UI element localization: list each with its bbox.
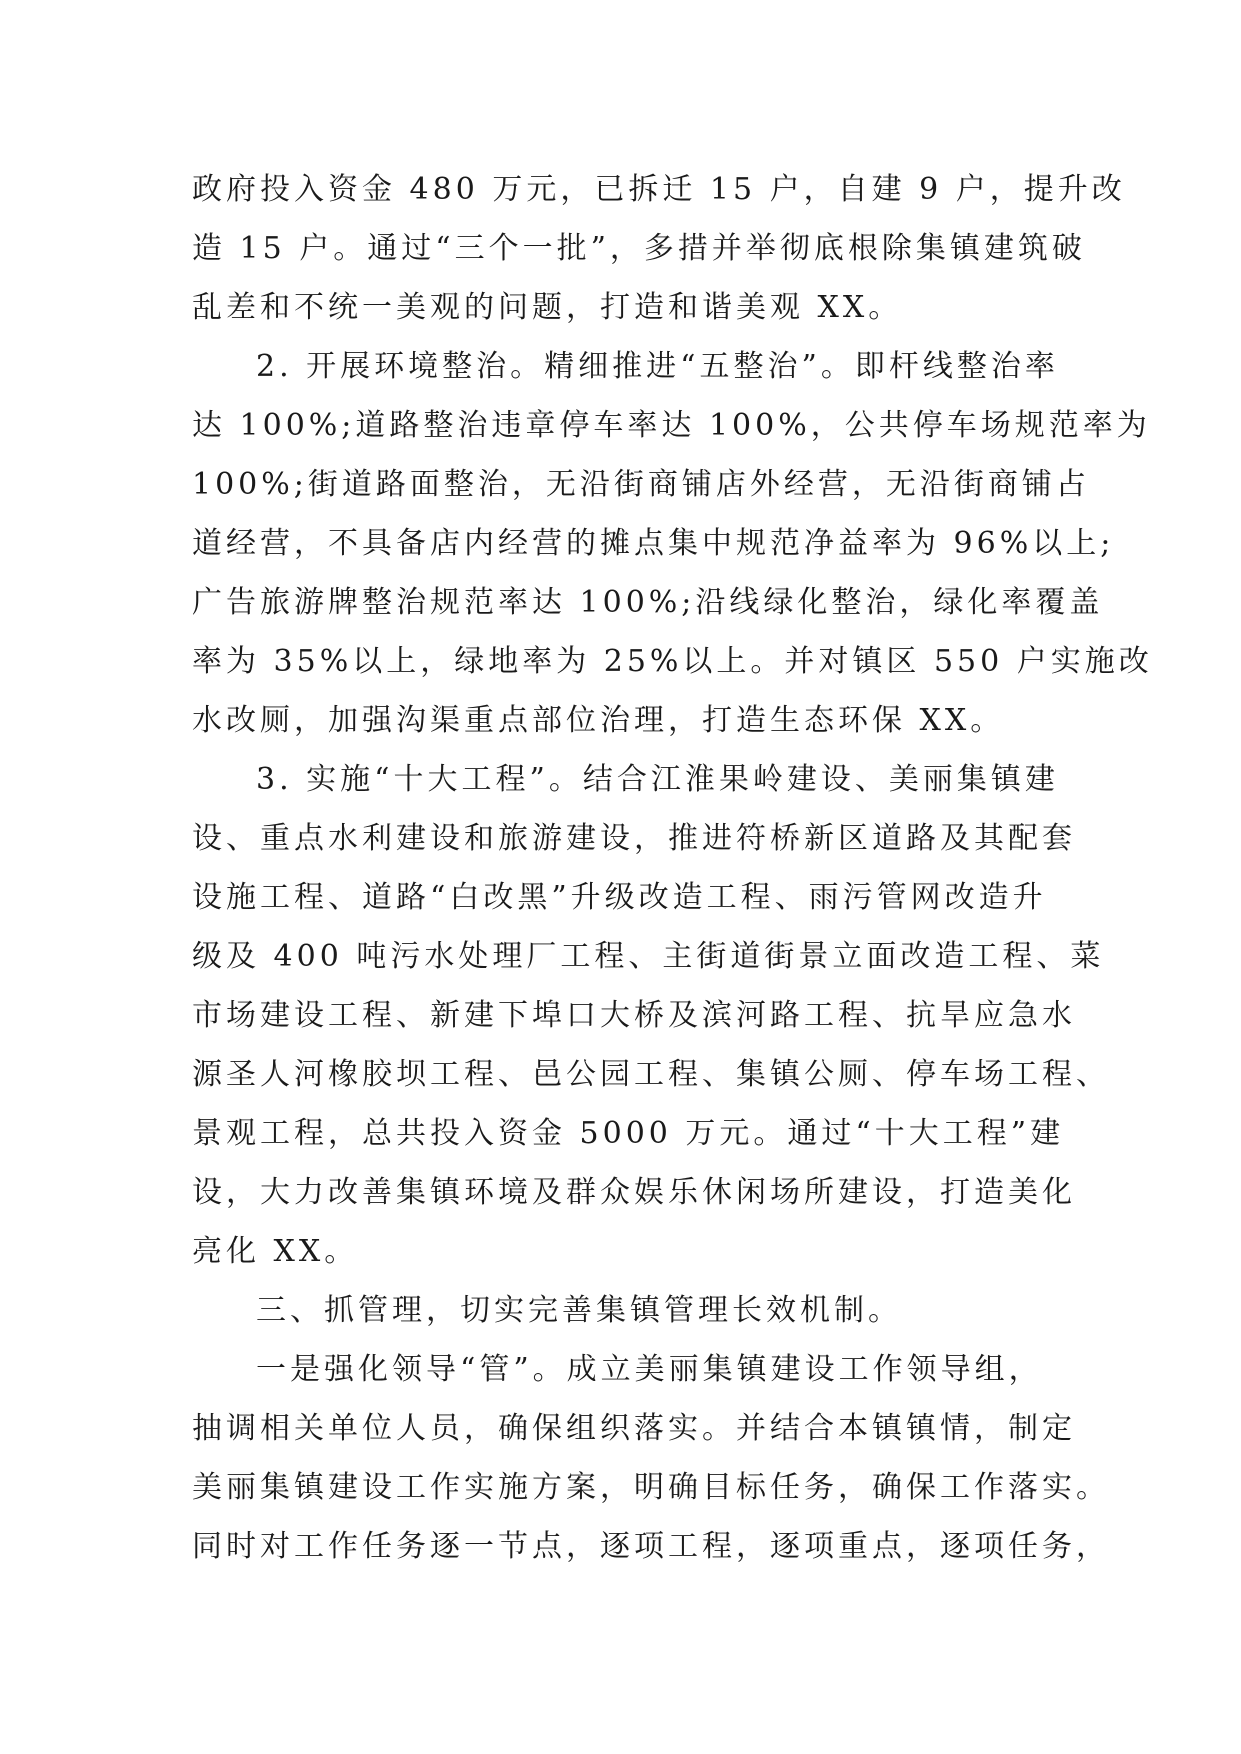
text-line: 美丽集镇建设工作实施方案，明确目标任务，确保工作落实。 <box>192 1470 1110 1505</box>
text-line: 政府投入资金 480 万元，已拆迁 15 户，自建 9 户，提升改 <box>192 172 1126 207</box>
text-line: 乱差和不统一美观的问题，打造和谐美观 XX。 <box>192 290 903 325</box>
text-line: 率为 35%以上，绿地率为 25%以上。并对镇区 550 户实施改 <box>192 644 1153 679</box>
text-line: 亮化 XX。 <box>192 1234 359 1269</box>
text-line: 广告旅游牌整治规范率达 100%;沿线绿化整治，绿化率覆盖 <box>192 585 1104 620</box>
text-line: 市场建设工程、新建下埠口大桥及滨河路工程、抗旱应急水 <box>192 998 1076 1033</box>
text-line: 同时对工作任务逐一节点，逐项工程，逐项重点，逐项任务， <box>192 1529 1110 1564</box>
text-line: 道经营，不具备店内经营的摊点集中规范净益率为 96%以上; <box>192 526 1115 561</box>
text-line: 设施工程、道路“白改黑”升级改造工程、雨污管网改造升 <box>192 880 1047 915</box>
text-line: 设、重点水利建设和旅游建设，推进符桥新区道路及其配套 <box>192 821 1076 856</box>
text-line: 设，大力改善集镇环境及群众娱乐休闲场所建设，打造美化 <box>192 1175 1076 1210</box>
text-line: 2. 开展环境整治。精细推进“五整治”。即杆线整治率 <box>256 349 1059 384</box>
document-body <box>192 160 1153 1576</box>
text-line: 一是强化领导“管”。成立美丽集镇建设工作领导组， <box>256 1352 1043 1387</box>
text-line: 景观工程，总共投入资金 5000 万元。通过“十大工程”建 <box>192 1116 1065 1151</box>
text-line: 抽调相关单位人员，确保组织落实。并结合本镇镇情，制定 <box>192 1411 1076 1446</box>
text-line: 达 100%;道路整治违章停车率达 100%，公共停车场规范率为 <box>192 408 1151 443</box>
text-line: 造 15 户。通过“三个一批”，多措并举彻底根除集镇建筑破 <box>192 231 1086 266</box>
text-line: 源圣人河橡胶坝工程、邑公园工程、集镇公厕、停车场工程、 <box>192 1057 1110 1092</box>
text-line: 级及 400 吨污水处理厂工程、主街道街景立面改造工程、菜 <box>192 939 1105 974</box>
text-line: 水改厕，加强沟渠重点部位治理，打造生态环保 XX。 <box>192 703 1005 738</box>
section-heading: 三、抓管理，切实完善集镇管理长效机制。 <box>256 1293 902 1328</box>
text-line: 3. 实施“十大工程”。结合江淮果岭建设、美丽集镇建 <box>256 762 1059 797</box>
text-line: 100%;街道路面整治，无沿街商铺店外经营，无沿街商铺占 <box>192 467 1090 502</box>
